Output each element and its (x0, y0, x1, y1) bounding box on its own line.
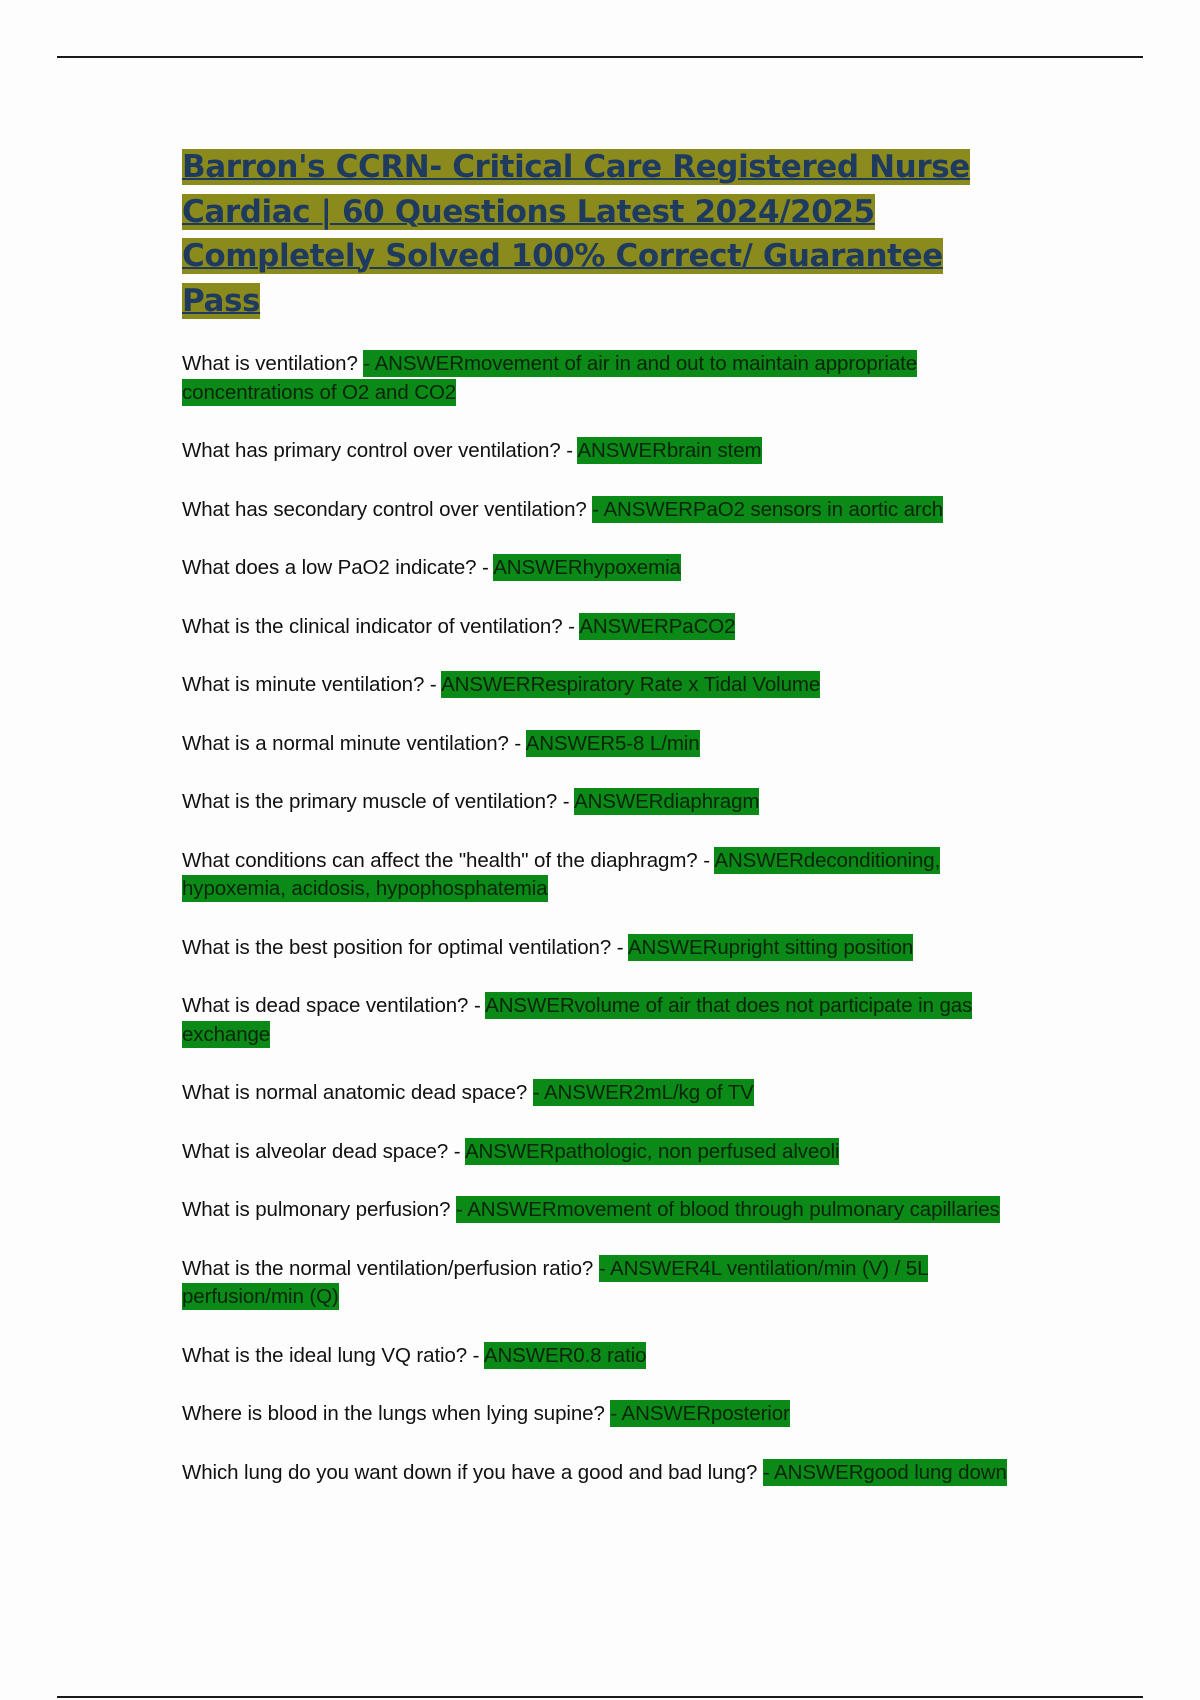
answer-text: - ANSWER4L ventilation/min (V) / 5L perfusion/min (Q) (182, 1256, 929, 1308)
answer-text: ANSWERvolume of air that does not participate in gas exchange (182, 994, 973, 1046)
answer-text: ANSWER0.8 ratio (483, 1343, 647, 1367)
qa-item (182, 1138, 1022, 1167)
qa-item (182, 613, 1022, 642)
qa-list (182, 350, 1022, 1487)
answer-text: ANSWERhypoxemia (493, 556, 681, 579)
top-rule (57, 56, 1143, 58)
answer-text: - ANSWERposterior (610, 1402, 790, 1425)
answer-text: ANSWERdiaphragm (574, 790, 760, 813)
qa-item (182, 1196, 1022, 1225)
document-body (182, 145, 1022, 1517)
question-text: What has primary control over ventilation? - (182, 439, 573, 462)
answer-text: - ANSWERmovement of air in and out to maintain appropriate concentrations of O2 and CO2 (182, 352, 918, 404)
qa-item (182, 847, 1022, 904)
qa-item (182, 671, 1022, 700)
question-text: What is the best position for optimal ventilation? - (182, 935, 624, 959)
question-text: What is the ideal lung VQ ratio? - (182, 1343, 480, 1367)
answer-text: ANSWER5-8 L/min (525, 731, 700, 755)
answer-text: ANSWERdeconditioning, hypoxemia, acidosis, hypophosphatemia (182, 848, 941, 900)
qa-item (182, 788, 1022, 817)
qa-item (182, 730, 1022, 759)
question-text: What is alveolar dead space? - (182, 1139, 461, 1163)
qa-item (182, 1342, 1022, 1371)
bottom-rule (57, 1696, 1143, 1698)
answer-text: - ANSWERmovement of blood through pulmonary capillaries (456, 1198, 1000, 1221)
qa-item (182, 1459, 1022, 1488)
document-title (182, 145, 1022, 323)
question-text: What is pulmonary perfusion? (182, 1198, 451, 1221)
qa-item (182, 350, 1022, 407)
qa-item (182, 1400, 1022, 1429)
answer-text: - ANSWERPaO2 sensors in aortic arch (592, 497, 944, 521)
answer-text: ANSWERupright sitting position (627, 935, 914, 959)
question-text: Where is blood in the lungs when lying supine? (182, 1402, 605, 1425)
question-text: What is the normal ventilation/perfusion ratio? (182, 1256, 594, 1280)
answer-text: - ANSWERgood lung down (762, 1460, 1007, 1484)
answer-text: - ANSWER2mL/kg of TV (532, 1081, 754, 1104)
qa-item (182, 496, 1022, 525)
qa-item (182, 554, 1022, 583)
question-text: What has secondary control over ventilation? (182, 497, 587, 521)
qa-item (182, 992, 1022, 1049)
question-text: What conditions can affect the "health" of the diaphragm? - (182, 848, 710, 872)
question-text: What is a normal minute ventilation? - (182, 731, 522, 755)
qa-item (182, 437, 1022, 466)
answer-text: ANSWERpathologic, non perfused alveoli (464, 1139, 840, 1163)
question-text: What is ventilation? (182, 352, 358, 375)
answer-text: ANSWERRespiratory Rate x Tidal Volume (441, 673, 821, 696)
qa-item (182, 1255, 1022, 1312)
document-title-text: Barron's CCRN- Critical Care Registered Nurse Cardiac | 60 Questions Latest 2024/2025 Completely Solved 100% Correct/ Guarantee Pass (182, 149, 970, 319)
question-text: What is the clinical indicator of ventilation? - (182, 614, 575, 638)
answer-text: ANSWERPaCO2 (579, 614, 736, 638)
qa-item (182, 934, 1022, 963)
question-text: What is the primary muscle of ventilation? - (182, 790, 570, 813)
qa-item (182, 1079, 1022, 1108)
question-text: What is minute ventilation? - (182, 673, 437, 696)
question-text: What is dead space ventilation? - (182, 994, 481, 1017)
question-text: What does a low PaO2 indicate? - (182, 556, 489, 579)
question-text: What is normal anatomic dead space? (182, 1081, 528, 1104)
question-text: Which lung do you want down if you have a good and bad lung? (182, 1460, 758, 1484)
answer-text: ANSWERbrain stem (577, 439, 762, 462)
